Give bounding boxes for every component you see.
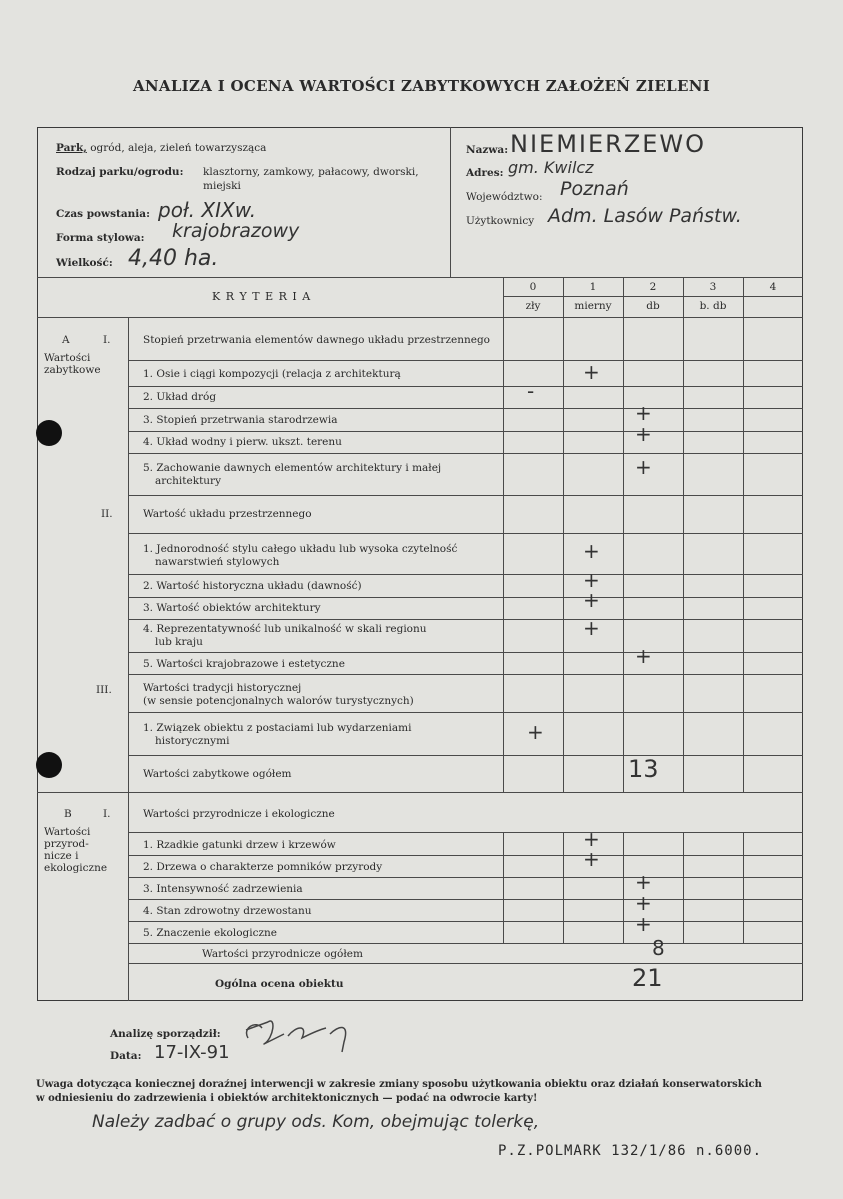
section-a-ii-title: Wartość układu przestrzennego bbox=[143, 508, 312, 520]
score-mark-a3-1: + bbox=[527, 720, 544, 744]
score-mark-a2-4: + bbox=[583, 616, 600, 640]
row-line bbox=[128, 533, 803, 534]
score-mark-a1-3: + bbox=[635, 401, 652, 425]
score-column-line bbox=[563, 832, 564, 943]
park-label: Park, ogród, aleja, zieleń towarzysząca bbox=[56, 142, 267, 154]
row-line bbox=[128, 899, 803, 900]
row-line bbox=[128, 574, 803, 575]
forma-label: Forma stylowa: bbox=[56, 232, 145, 244]
criterion-a1-2: 2. Układ dróg bbox=[143, 391, 217, 403]
section-b-total-label: Wartości przyrodnicze ogółem bbox=[202, 948, 363, 960]
row-line bbox=[128, 360, 803, 361]
row-line bbox=[128, 652, 803, 653]
section-a-iii-title: Wartości tradycji historycznej bbox=[143, 682, 302, 694]
form-code: P.Z.POLMARK 132/1/86 n.6000. bbox=[498, 1143, 763, 1159]
criterion-a1-5: 5. Zachowanie dawnych elementów architektury i małej bbox=[143, 462, 442, 474]
score-header-4: 4 bbox=[769, 281, 777, 293]
section-b-total-value: 8 bbox=[652, 936, 665, 960]
score-mark-a1-4: + bbox=[635, 422, 652, 446]
criterion-a2-1: 1. Jednorodność stylu całego układu lub wysoka czytelność bbox=[143, 543, 458, 555]
czas-label: Czas powstania: bbox=[56, 208, 150, 220]
row-line bbox=[128, 755, 803, 756]
wojewodztwo-label: Województwo: bbox=[466, 191, 543, 203]
section-b-letter: B bbox=[64, 808, 72, 820]
score-mark-b1-2: + bbox=[583, 847, 600, 871]
row-line bbox=[128, 619, 803, 620]
score-header-1: 1 bbox=[589, 281, 597, 293]
intervention-note-line-1: Uwaga dotycząca koniecznej doraźnej interwencji w zakresie zmiany sposobu użytkowania obiektu oraz działań konserwatorskich bbox=[36, 1079, 762, 1090]
score-header-2: 2 bbox=[649, 281, 657, 293]
criterion-a1-5-cont: architektury bbox=[155, 475, 222, 487]
score-mark-a2-5: + bbox=[635, 644, 652, 668]
header-column-divider bbox=[450, 127, 451, 277]
row-line bbox=[128, 963, 803, 964]
row-line bbox=[128, 921, 803, 922]
section-a-iii-subtitle: (w sensie potencjonalnych walorów turystycznych) bbox=[143, 695, 414, 707]
section-a-roman-iii: III. bbox=[96, 684, 112, 696]
uzytkownicy-label: Użytkownicy bbox=[466, 215, 535, 227]
section-a-letter: A bbox=[62, 334, 70, 346]
intervention-note-line-2: w odniesieniu do zadrzewienia i obiektów architektonicznych — podać na odwrocie karty! bbox=[36, 1093, 538, 1104]
czas-value: poł. XIXw. bbox=[158, 198, 257, 222]
score-column-line bbox=[563, 277, 564, 792]
section-b-name-4: ekologiczne bbox=[44, 862, 108, 874]
criterion-a1-3: 3. Stopień przetrwania starodrzewia bbox=[143, 414, 338, 426]
criterion-a1-1: 1. Osie i ciągi kompozycji (relacja z architekturą bbox=[143, 368, 401, 380]
criterion-b1-1: 1. Rzadkie gatunki drzew i krzewów bbox=[143, 839, 336, 851]
row-line bbox=[128, 597, 803, 598]
handwritten-note: Należy zadbać o grupy ods. Kom, obejmując tolerkę, bbox=[92, 1112, 540, 1132]
criteria-bottom-line bbox=[37, 317, 803, 318]
section-b-roman-i: I. bbox=[103, 808, 111, 820]
score-mark-b1-5: + bbox=[635, 912, 652, 936]
score-mark-a1-5: + bbox=[635, 455, 652, 479]
criterion-b1-5: 5. Znaczenie ekologiczne bbox=[143, 927, 278, 939]
adres-label: Adres: bbox=[466, 167, 504, 179]
document-title: ANALIZA I OCENA WARTOŚCI ZABYTKOWYCH ZAŁOŻEŃ ZIELENI bbox=[132, 77, 711, 95]
score-column-line bbox=[503, 832, 504, 943]
header-divider bbox=[37, 277, 803, 278]
score-mark-a2-3: + bbox=[583, 588, 600, 612]
row-line bbox=[128, 712, 803, 713]
analyst-signature bbox=[238, 1008, 368, 1053]
row-line bbox=[128, 832, 803, 833]
criterion-a2-4: 4. Reprezentatywność lub unikalność w skali regionu bbox=[143, 623, 427, 635]
score-word-3: b. db bbox=[699, 300, 727, 312]
score-header-3: 3 bbox=[709, 281, 717, 293]
adres-value: gm. Kwilcz bbox=[508, 158, 594, 177]
score-column-line bbox=[743, 277, 744, 792]
row-line bbox=[128, 495, 803, 496]
rodzaj-label: Rodzaj parku/ogrodu: bbox=[56, 166, 184, 178]
row-line bbox=[128, 453, 803, 454]
section-a-roman-i: I. bbox=[103, 334, 111, 346]
criterion-a3-1-cont: historycznymi bbox=[155, 735, 230, 747]
row-line bbox=[128, 877, 803, 878]
score-mark-a1-2: - bbox=[527, 379, 535, 403]
analyzed-by-label: Analizę sporządził: bbox=[110, 1028, 221, 1040]
score-mark-a2-1: + bbox=[583, 539, 600, 563]
section-a-total-value: 13 bbox=[628, 755, 659, 783]
rodzaj-options: klasztorny, zamkowy, pałacowy, dworski, bbox=[203, 166, 419, 178]
score-header-0: 0 bbox=[529, 281, 537, 293]
score-word-2: db bbox=[646, 300, 660, 312]
overall-value: 21 bbox=[632, 964, 663, 992]
score-mark-a2-2: + bbox=[583, 568, 600, 592]
wielkosc-label: Wielkość: bbox=[56, 257, 113, 269]
section-b-name-3: nicze i bbox=[44, 850, 79, 862]
row-line bbox=[128, 855, 803, 856]
overall-label: Ogólna ocena obiektu bbox=[215, 978, 344, 990]
criterion-a2-1-cont: nawarstwień stylowych bbox=[155, 556, 280, 568]
criterion-a2-3: 3. Wartość obiektów architektury bbox=[143, 602, 321, 614]
criterion-b1-3: 3. Intensywność zadrzewienia bbox=[143, 883, 303, 895]
row-line bbox=[128, 386, 803, 387]
criterion-b1-4: 4. Stan zdrowotny drzewostanu bbox=[143, 905, 312, 917]
score-column-line bbox=[683, 832, 684, 943]
section-b-title: Wartości przyrodnicze i ekologiczne bbox=[143, 808, 335, 820]
date-label: Data: bbox=[110, 1050, 142, 1062]
punch-hole bbox=[36, 420, 62, 446]
nazwa-value: NIEMIERZEWO bbox=[510, 130, 707, 158]
row-line bbox=[128, 408, 803, 409]
criterion-a1-4: 4. Układ wodny i pierw. ukszt. terenu bbox=[143, 436, 342, 448]
category-column-line bbox=[128, 317, 129, 1001]
wielkosc-value: 4,40 ha. bbox=[128, 246, 219, 271]
score-mark-b1-1: + bbox=[583, 827, 600, 851]
score-word-1: mierny bbox=[574, 300, 612, 312]
score-column-line bbox=[623, 832, 624, 943]
criteria-label: K R Y T E R I A bbox=[212, 290, 312, 303]
score-column-line bbox=[503, 277, 504, 792]
section-a-roman-ii: II. bbox=[101, 508, 113, 520]
row-line bbox=[128, 943, 803, 944]
score-mark-a1-1: + bbox=[583, 360, 600, 384]
criterion-a2-2: 2. Wartość historyczna układu (dawność) bbox=[143, 580, 362, 592]
criterion-b1-2: 2. Drzewa o charakterze pomników przyrody bbox=[143, 861, 383, 873]
row-line bbox=[128, 674, 803, 675]
score-mark-b1-3: + bbox=[635, 870, 652, 894]
wojewodztwo-value: Poznań bbox=[560, 178, 629, 200]
section-a-i-title: Stopień przetrwania elementów dawnego układu przestrzennego bbox=[143, 334, 490, 346]
criterion-a2-5: 5. Wartości krajobrazowe i estetyczne bbox=[143, 658, 345, 670]
section-b-name-1: Wartości bbox=[44, 826, 91, 838]
section-a-name-2: zabytkowe bbox=[44, 364, 101, 376]
date-value: 17-IX-91 bbox=[154, 1042, 230, 1063]
uzytkownicy-value: Adm. Lasów Państw. bbox=[548, 205, 742, 227]
section-b-name-2: przyrod- bbox=[44, 838, 89, 850]
section-divider bbox=[37, 792, 803, 793]
forma-value: krajobrazowy bbox=[172, 220, 300, 242]
punch-hole bbox=[36, 752, 62, 778]
criterion-a3-1: 1. Związek obiektu z postaciami lub wydarzeniami bbox=[143, 722, 412, 734]
score-column-line bbox=[623, 277, 624, 792]
score-column-line bbox=[683, 277, 684, 792]
criteria-subdivider bbox=[503, 296, 803, 297]
rodzaj-options-2: miejski bbox=[203, 180, 241, 192]
score-column-line bbox=[743, 832, 744, 943]
section-a-total-label: Wartości zabytkowe ogółem bbox=[143, 768, 292, 780]
nazwa-label: Nazwa: bbox=[466, 144, 509, 156]
section-a-name: Wartości bbox=[44, 352, 91, 364]
criterion-a2-4-cont: lub kraju bbox=[155, 636, 203, 648]
row-line bbox=[128, 431, 803, 432]
score-word-0: zły bbox=[525, 300, 541, 312]
score-mark-b1-4: + bbox=[635, 891, 652, 915]
